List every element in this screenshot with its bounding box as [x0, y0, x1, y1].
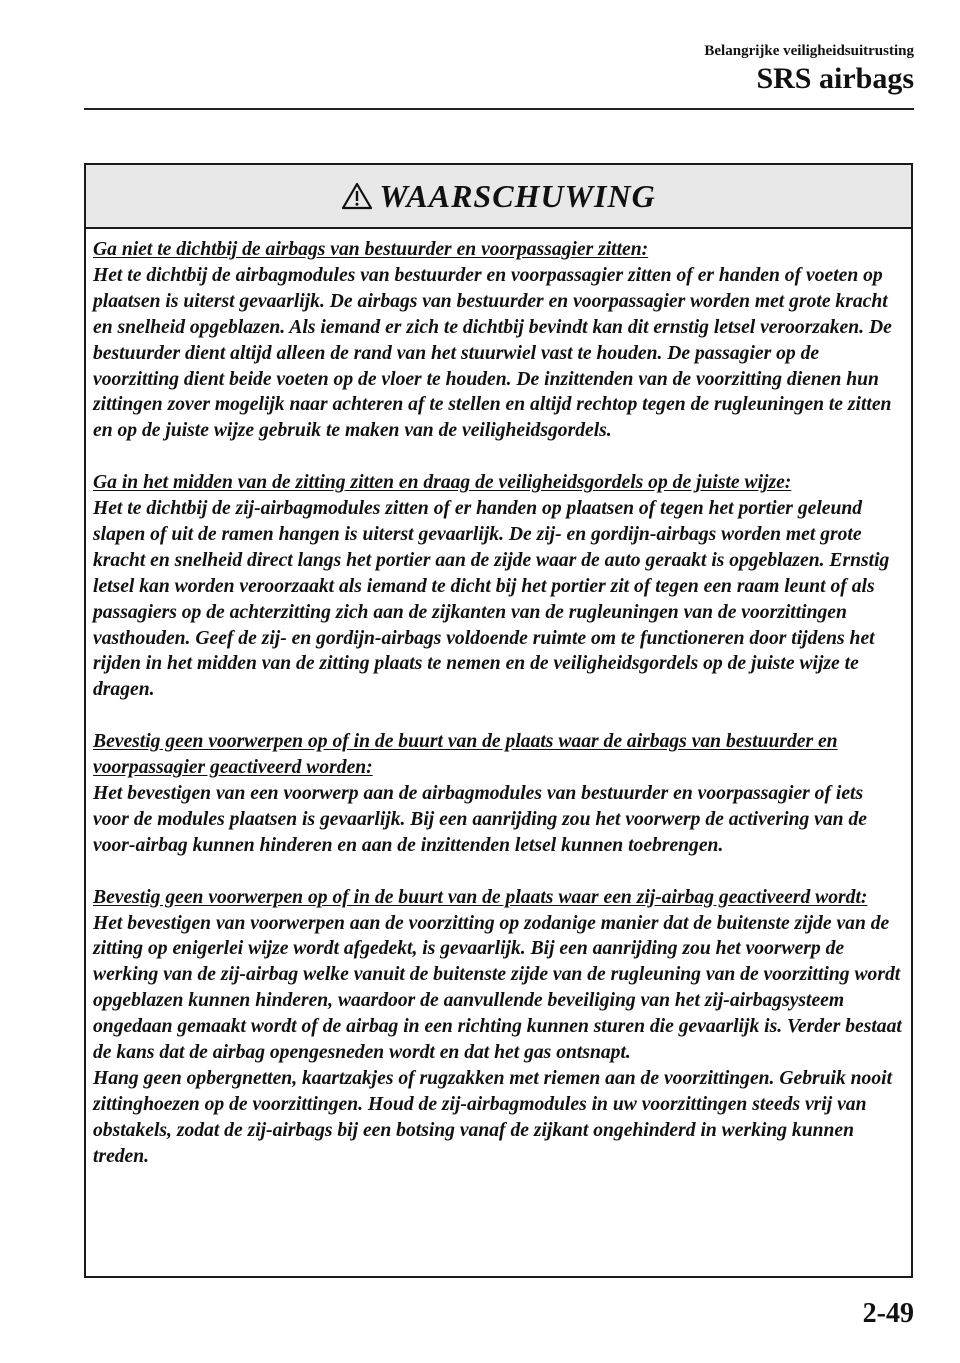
block-text: Het bevestigen van voorwerpen aan de voorzitting op zodanige manier dat de buitenste zijde van de zitting op enigerlei wijze wordt afgedekt, is gevaarlijk. Bij een aanrijding zou het voorwerp de werking van de zij-airbag welke vanuit de buitenste zijde van de rugleuning van de voorzitting wordt opgeblazen kunnen hinderen, waardoor de aanvullende beveiliging van het zij-airbagsysteem ongedaan gemaakt wordt of de airbag in een richting kunnen sturen die gevaarlijk is. Verder bestaat de kans dat de airbag opengesneden wordt en dat het gas ontsnapt.	[93, 912, 902, 1064]
warning-box	[84, 163, 913, 1278]
warning-block-driver-passenger-distance	[93, 237, 903, 444]
block-text: Het te dichtbij de zij-airbagmodules zitten of er handen op plaatsen of tegen het portier geleund slapen of uit de ramen hangen is uiterst gevaarlijk. De zij- en gordijn-airbags worden met grote kracht en snelheid direct langs het portier aan de zijde waar de auto geraakt is opgeblazen. Ernstig letsel kan worden veroorzaakt als iemand te dicht bij het portier zit of tegen een raam leunt of als passagiers op de achterzitting zich aan de zijkanten van de rugleuningen van de voorzittingen vasthouden. Geef de zij- en gordijn-airbags voldoende ruimte om te functioneren door tijdens het rijden in het midden van de zitting plaats te nemen en de veiligheidsgordels op de juiste wijze te dragen.	[93, 498, 890, 701]
warning-block-seating-position	[93, 470, 903, 703]
warning-triangle-icon	[341, 182, 373, 210]
warning-header	[86, 165, 911, 229]
warning-block-side-airbag-objects	[93, 885, 903, 1170]
block-heading: Ga niet te dichtbij de airbags van bestuurder en voorpassagier zitten:	[93, 239, 649, 260]
block-heading: Bevestig geen voorwerpen op of in de buurt van de plaats waar de airbags van bestuurder en voorpassagier geactiveerd worden:	[93, 731, 838, 779]
page-number: 2-49	[862, 1298, 914, 1329]
block-text-extra: Hang geen opbergnetten, kaartzakjes of rugzakken met riemen aan de voorzittingen. Gebruik nooit zittinghoezen op de voorzittingen. Houd de zij-airbagmodules in uw voorzittingen steeds vrij van obstakels, zodat de zij-airbags bij een botsing vanaf de zijkant ongehinderd in werking kunnen treden.	[93, 1067, 893, 1167]
warning-block-front-airbag-objects	[93, 729, 903, 859]
header-rule	[84, 108, 914, 110]
block-heading: Bevestig geen voorwerpen op of in de buurt van de plaats waar een zij-airbag geactiveerd wordt:	[93, 886, 868, 908]
warning-body	[86, 229, 911, 1170]
section-label: Belangrijke veiligheidsuitrusting	[704, 43, 914, 59]
block-heading: Ga in het midden van de zitting zitten en draag de veiligheidsgordels op de juiste wijze:	[93, 472, 792, 494]
warning-title: WAARSCHUWING	[379, 177, 656, 214]
section-title: SRS airbags	[756, 62, 914, 95]
page-header	[704, 42, 914, 96]
block-text: Het te dichtbij de airbagmodules van bestuurder en voorpassagier zitten of er handen of voeten op plaatsen is uiterst gevaarlijk. De airbags van bestuurder en voorpassagier worden met grote kracht en snelheid opgeblazen. Als iemand er zich te dichtbij bevindt kan dit ernstig letsel veroorzaken. De bestuurder dient altijd alleen de rand van het stuurwiel vast te houden. De passagier op de voorzitting dient beide voeten op de vloer te houden. De inzittenden van de voorzitting dienen hun zittingen zover mogelijk naar achteren af te stellen en altijd rechtop tegen de rugleuningen te zitten en op de juiste wijze gebruik te maken van de veiligheidsgordels.	[93, 264, 892, 442]
block-text: Het bevestigen van een voorwerp aan de airbagmodules van bestuurder en voorpassagier of iets voor de modules plaatsen is gevaarlijk. Bij een aanrijding zou het voorwerp de activering van de voor-airbag kunnen hinderen en aan de inzittenden letsel kunnen toebrengen.	[93, 783, 867, 856]
